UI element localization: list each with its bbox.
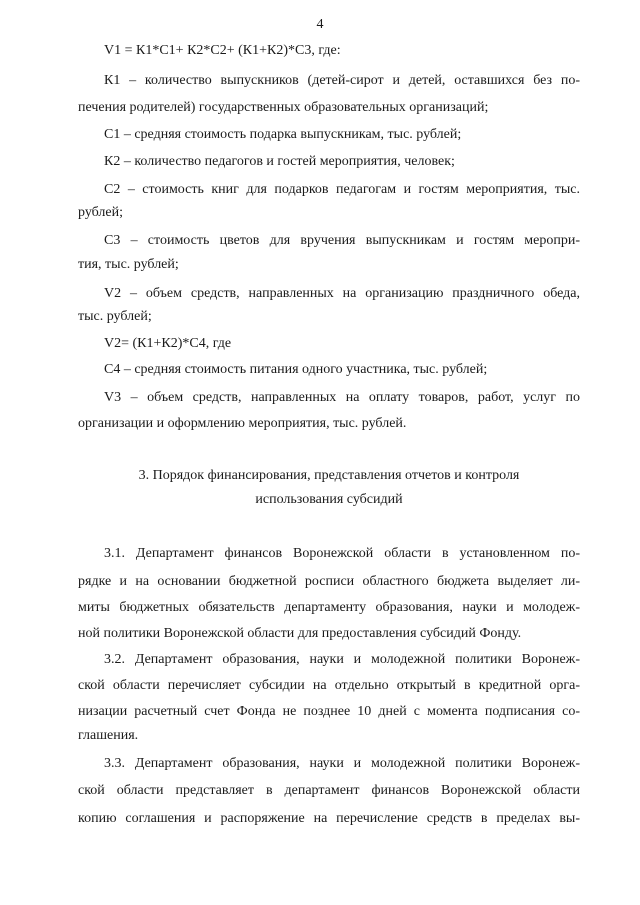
formula-definition-line: С2 – стоимость книг для подарков педагогам и гостям мероприятия, тыс. bbox=[104, 182, 580, 197]
formula-definition-line: V1 = К1*С1+ К2*С2+ (К1+К2)*С3, где: bbox=[104, 43, 341, 58]
section-heading: использования субсидий bbox=[255, 492, 403, 507]
formula-definition-line: К1 – количество выпускников (детей-сирот и детей, оставшихся без по- bbox=[104, 73, 580, 88]
formula-definition-line: организации и оформлению мероприятия, тыс. рублей. bbox=[78, 416, 407, 431]
formula-definition-line: тыс. рублей; bbox=[78, 309, 152, 324]
paragraph-line: 3.3. Департамент образования, науки и молодежной политики Воронеж- bbox=[104, 756, 580, 771]
paragraph-line: низации расчетный счет Фонда не позднее 10 дней с момента подписания со- bbox=[78, 704, 580, 719]
section-heading: 3. Порядок финансирования, представления отчетов и контроля bbox=[138, 468, 520, 483]
formula-definition-line: С1 – средняя стоимость подарка выпускникам, тыс. рублей; bbox=[104, 127, 462, 142]
paragraph-line: копию соглашения и распоряжение на перечисление средств в пределах вы- bbox=[78, 811, 580, 826]
paragraph-line: ской области представляет в департамент финансов Воронежской области bbox=[78, 783, 580, 798]
paragraph-line: 3.2. Департамент образования, науки и молодежной политики Воронеж- bbox=[104, 652, 580, 667]
paragraph-line: 3.1. Департамент финансов Воронежской области в установленном по- bbox=[104, 546, 580, 561]
paragraph-line: рядке и на основании бюджетной росписи областного бюджета выделяет ли- bbox=[78, 574, 580, 589]
formula-definition-line: рублей; bbox=[78, 205, 123, 220]
page-number: 4 bbox=[316, 17, 324, 32]
paragraph-line: миты бюджетных обязательств департаменту образования, науки и молодеж- bbox=[78, 600, 580, 615]
formula-definition-line: V3 – объем средств, направленных на оплату товаров, работ, услуг по bbox=[104, 390, 580, 405]
formula-definition-line: печения родителей) государственных образовательных организаций; bbox=[78, 100, 489, 115]
paragraph-line: глашения. bbox=[78, 728, 139, 743]
formula-definition-line: С4 – средняя стоимость питания одного участника, тыс. рублей; bbox=[104, 362, 488, 377]
formula-definition-line: тия, тыс. рублей; bbox=[78, 257, 179, 272]
formula-definition-line: С3 – стоимость цветов для вручения выпускникам и гостям меропри- bbox=[104, 233, 580, 248]
formula-definition-line: V2= (К1+К2)*С4, где bbox=[104, 336, 232, 351]
paragraph-line: ской области перечисляет субсидии на отдельно открытый в кредитной орга- bbox=[78, 678, 580, 693]
formula-definition-line: V2 – объем средств, направленных на организацию праздничного обеда, bbox=[104, 286, 580, 301]
formula-definition-line: К2 – количество педагогов и гостей мероприятия, человек; bbox=[104, 154, 455, 169]
paragraph-line: ной политики Воронежской области для предоставления субсидий Фонду. bbox=[78, 626, 522, 641]
